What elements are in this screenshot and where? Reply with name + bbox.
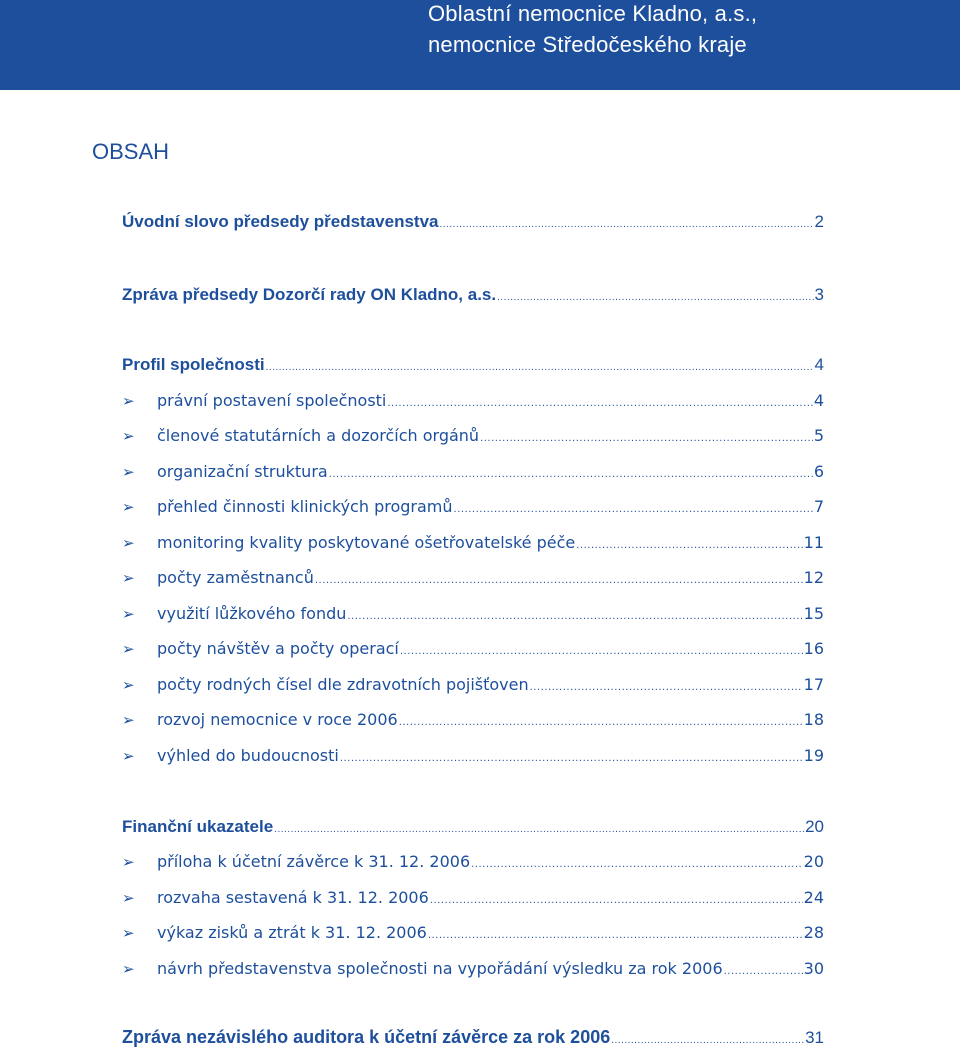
dot-leader	[399, 717, 803, 728]
dot-leader	[454, 504, 813, 515]
toc-item-title: rozvaha sestavená k 31. 12. 2006	[157, 888, 429, 907]
toc-section-title: Zpráva nezávislého auditora k účetní závěrce za rok 2006	[122, 1027, 611, 1047]
toc-page-number: 11	[803, 533, 824, 552]
toc-item-title: členové statutárních a dozorčích orgánů	[157, 426, 480, 445]
toc-page-number: 17	[803, 675, 824, 694]
arrow-bullet-icon: ➢	[122, 427, 135, 445]
toc-item[interactable]	[122, 675, 824, 694]
toc-page-number: 4	[814, 355, 824, 374]
dot-leader	[530, 682, 803, 693]
toc-page-number: 24	[803, 888, 824, 907]
arrow-bullet-icon: ➢	[122, 534, 135, 552]
toc-page-number: 5	[813, 426, 824, 445]
toc-page-number: 19	[803, 746, 824, 765]
dot-leader	[471, 859, 803, 870]
toc-page-number: 16	[803, 639, 824, 658]
header-title-line-2: nemocnice Středočeského kraje	[428, 32, 747, 57]
toc-item[interactable]	[122, 497, 824, 516]
toc-section-supervisory-board[interactable]	[122, 285, 824, 305]
toc-page-number: 28	[803, 923, 824, 942]
arrow-bullet-icon: ➢	[122, 569, 135, 587]
dot-leader	[400, 646, 803, 657]
dot-leader	[430, 895, 803, 906]
arrow-bullet-icon: ➢	[122, 498, 135, 516]
dot-leader	[329, 469, 813, 480]
dot-leader	[724, 966, 803, 977]
dot-leader	[340, 753, 803, 764]
toc-page-number: 18	[803, 710, 824, 729]
toc-item[interactable]	[122, 959, 824, 978]
toc-item[interactable]	[122, 533, 824, 552]
toc-section-company-profile[interactable]	[122, 355, 824, 375]
arrow-bullet-icon: ➢	[122, 853, 135, 871]
toc-item-title: využití lůžkového fondu	[157, 604, 347, 623]
toc-item[interactable]	[122, 604, 824, 623]
header-banner	[0, 0, 960, 90]
toc-item-title: právní postavení společnosti	[157, 391, 387, 410]
toc-item[interactable]	[122, 888, 824, 907]
toc-page-number: 2	[814, 212, 824, 231]
toc-section-title: Zpráva předsedy Dozorčí rady ON Kladno, a.s.	[122, 285, 497, 304]
toc-item[interactable]	[122, 639, 824, 658]
arrow-bullet-icon: ➢	[122, 605, 135, 623]
dot-leader	[440, 219, 814, 230]
toc-heading: OBSAH	[92, 139, 170, 164]
header-title-line-1: Oblastní nemocnice Kladno, a.s.,	[428, 1, 758, 26]
toc-page-number: 12	[803, 568, 824, 587]
toc-item-title: návrh představenstva společnosti na vypořádání výsledku za rok 2006	[157, 959, 723, 978]
toc-item-title: výhled do budoucnosti	[157, 746, 339, 765]
arrow-bullet-icon: ➢	[122, 889, 135, 907]
toc-page-number: 30	[803, 959, 824, 978]
toc-page-number: 15	[803, 604, 824, 623]
arrow-bullet-icon: ➢	[122, 640, 135, 658]
toc-page-number: 31	[805, 1028, 824, 1047]
arrow-bullet-icon: ➢	[122, 711, 135, 729]
toc-page-number: 20	[803, 852, 824, 871]
toc-item[interactable]	[122, 852, 824, 871]
toc-item-title: výkaz zisků a ztrát k 31. 12. 2006	[157, 923, 427, 942]
toc-item-title: přehled činnosti klinických programů	[157, 497, 453, 516]
toc-item[interactable]	[122, 710, 824, 729]
arrow-bullet-icon: ➢	[122, 960, 135, 978]
dot-leader	[576, 540, 802, 551]
toc-item-title: monitoring kvality poskytované ošetřovatelské péče	[157, 533, 576, 552]
toc-section-title: Úvodní slovo předsedy představenstva	[122, 212, 439, 231]
toc-item-title: počty zaměstnanců	[157, 568, 314, 587]
arrow-bullet-icon: ➢	[122, 463, 135, 481]
dot-leader	[611, 1035, 804, 1046]
toc-section-title: Profil společnosti	[122, 355, 265, 374]
toc-section-auditor-report[interactable]	[122, 1027, 824, 1048]
toc-item[interactable]	[122, 746, 824, 765]
arrow-bullet-icon: ➢	[122, 392, 135, 410]
dot-leader	[315, 575, 803, 586]
toc-section-financial-indicators[interactable]	[122, 817, 824, 837]
toc-item[interactable]	[122, 462, 824, 481]
arrow-bullet-icon: ➢	[122, 924, 135, 942]
toc-item-title: příloha k účetní závěrce k 31. 12. 2006	[157, 852, 471, 871]
arrow-bullet-icon: ➢	[122, 676, 135, 694]
toc-section-title: Finanční ukazatele	[122, 817, 274, 836]
dot-leader	[274, 824, 804, 835]
toc-section-intro[interactable]	[122, 212, 824, 232]
toc-item[interactable]	[122, 426, 824, 445]
toc-page-number: 4	[813, 391, 824, 410]
dot-leader	[266, 362, 814, 373]
dot-leader	[497, 292, 813, 303]
dot-leader	[347, 611, 802, 622]
toc-page-number: 20	[805, 817, 824, 836]
toc-page-number: 6	[813, 462, 824, 481]
dot-leader	[480, 433, 813, 444]
toc-item-title: organizační struktura	[157, 462, 328, 481]
dot-leader	[387, 398, 812, 409]
toc-page-number: 7	[813, 497, 824, 516]
toc-item-title: počty návštěv a počty operací	[157, 639, 399, 658]
toc-item[interactable]	[122, 568, 824, 587]
toc-item[interactable]	[122, 391, 824, 410]
toc-item-title: rozvoj nemocnice v roce 2006	[157, 710, 398, 729]
toc-item-title: počty rodných čísel dle zdravotních pojišťoven	[157, 675, 529, 694]
toc-page-number: 3	[814, 285, 824, 304]
toc-item[interactable]	[122, 923, 824, 942]
arrow-bullet-icon: ➢	[122, 747, 135, 765]
dot-leader	[428, 930, 803, 941]
